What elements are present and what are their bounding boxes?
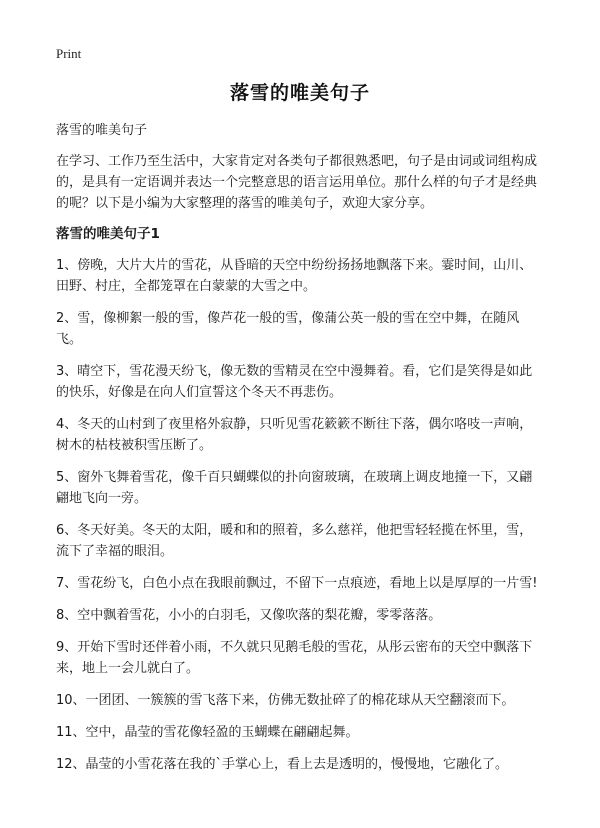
document-body xyxy=(56,120,544,786)
list-item: 1、傍晚，大片大片的雪花，从昏暗的天空中纷纷扬扬地飘落下来。霎时间，山川、田野、村庄，全都笼罩在白蒙蒙的大雪之中。 xyxy=(56,258,533,294)
page-title: 落雪的唯美句子 xyxy=(229,82,370,104)
list-item: 4、冬天的山村到了夜里格外寂静，只听见雪花簌簌不断往下落，偶尔咯吱一声响，树木的枯枝被积雪压断了。 xyxy=(56,417,533,453)
intro-paragraph: 在学习、工作乃至生活中，大家肯定对各类句子都很熟悉吧，句子是由词或词组构成的，是具有一定语调并表达一个完整意思的语言运用单位。那什么样的句子才是经典的呢？以下是小编为大家整理的落雪的唯美句子，欢迎大家分享。 xyxy=(56,154,538,211)
list-item: 3、晴空下，雪花漫天纷飞，像无数的雪精灵在空中漫舞着。看，它们是笑得是如此的快乐，好像是在向人们宣誓这个冬天不再悲伤。 xyxy=(56,364,533,400)
list-item: 2、雪，像柳絮一般的雪，像芦花一般的雪，像蒲公英一般的雪在空中舞，在随风飞。 xyxy=(56,311,520,347)
list-item: 10、一团团、一簇簇的雪飞落下来，仿佛无数扯碎了的棉花球从天空翻滚而下。 xyxy=(56,693,515,708)
list-item: 6、冬天好美。冬天的太阳，暖和和的照着，多么慈祥，他把雪轻轻揽在怀里，雪，流下了幸福的眼泪。 xyxy=(56,523,533,559)
section-heading: 落雪的唯美句子1 xyxy=(56,226,160,242)
list-item: 9、开始下雪时还伴着小雨，不久就只见鹅毛般的雪花，从彤云密布的天空中飘落下来，地上一会儿就白了。 xyxy=(56,640,533,676)
list-item: 8、空中飘着雪花，小小的白羽毛，又像吹落的梨花瓣，零零落落。 xyxy=(56,608,442,623)
list-item: 11、空中，晶莹的雪花像轻盈的玉蝴蝶在翩翩起舞。 xyxy=(56,725,359,740)
list-item: 12、晶莹的小雪花落在我的`手掌心上，看上去是透明的，慢慢地，它融化了。 xyxy=(56,757,509,772)
subtitle: 落雪的唯美句子 xyxy=(56,123,148,138)
list-item: 7、雪花纷飞，白色小点在我眼前飘过，不留下一点痕迹，看地上以是厚厚的一片雪! xyxy=(56,576,538,591)
print-label: Print xyxy=(56,46,82,61)
list-item: 5、窗外飞舞着雪花，像千百只蝴蝶似的扑向窗玻璃，在玻璃上调皮地撞一下，又翩翩地飞向一旁。 xyxy=(56,470,533,506)
